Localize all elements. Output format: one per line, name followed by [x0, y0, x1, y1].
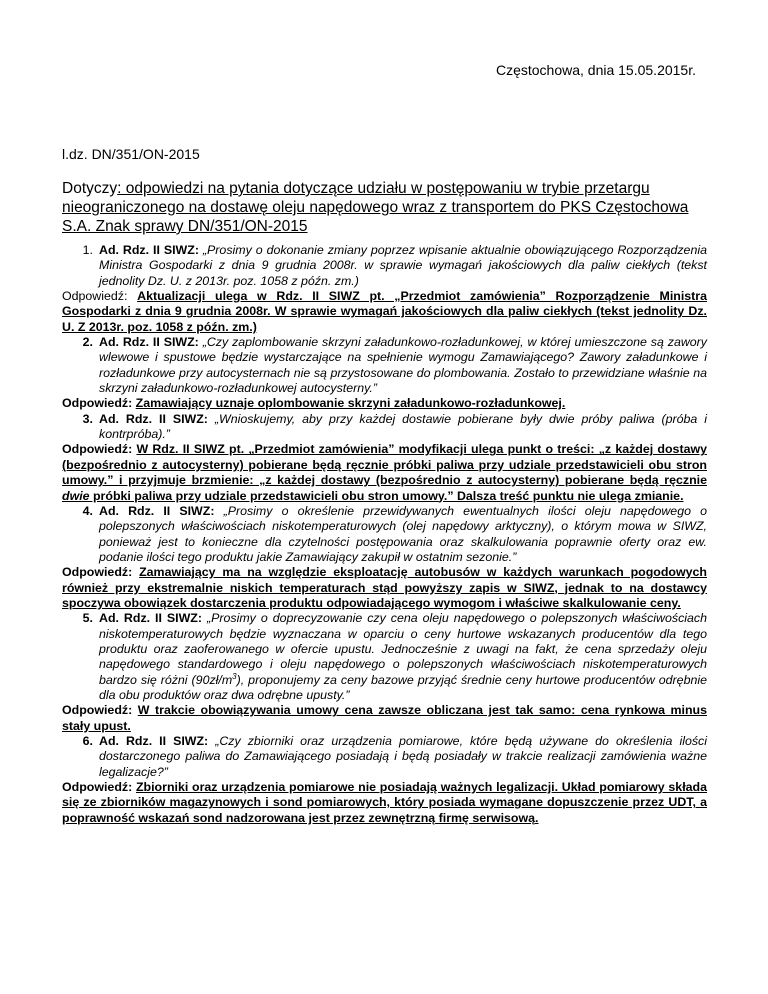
question-number: 5.: [82, 611, 93, 626]
question-ref: Ad. Rdz. II SIWZ:: [99, 243, 199, 257]
answer-label: Odpowiedź:: [62, 289, 128, 304]
question-number: 2.: [82, 335, 93, 350]
question-ref: Ad. Rdz. II SIWZ:: [99, 335, 199, 350]
subject-text: : odpowiedzi na pytania dotyczące udziału w postępowaniu w trybie przetargu nieograniczonego na dostawę oleju napędowego wraz z transportem do PKS Częstochowa S.A. Znak sprawy DN/351/ON-2015: [62, 180, 689, 235]
question-item: [62, 734, 707, 780]
answer-label: Odpowiedź:: [62, 703, 133, 718]
answer: [62, 565, 707, 611]
question-ref: Ad. Rdz. II SIWZ:: [99, 503, 215, 518]
question-ref: Ad. Rdz. II SIWZ:: [99, 611, 203, 626]
question-ref: Ad. Rdz. II SIWZ:: [99, 734, 209, 748]
question-item: [62, 243, 707, 289]
question-item: [62, 504, 707, 565]
answer: [62, 396, 707, 411]
question-text: „Czy zaplombowanie skrzyni załadunkowo-rozładunkowej, w której umieszczone są zawory wlewowe i spustowe będzie wystarczające na spełnienie wymogu Zamawiającego? Zawory załadunkowe i rozładunkowe przy autocysternach nie są przystosowane do plombowania. Zostało to przewidziane właśnie na skrzyni załadunkowo-rozładunkowej autocysterny.”: [99, 335, 707, 396]
answer-text: Aktualizacji ulega w Rdz. II SIWZ pt. „Przedmiot zamówienia” Rozporządzenie Ministra Gospodarki z dnia 9 grudnia 2008r. W sprawie wymagań jakościowych dla paliw ciekłych (tekst jednolity Dz. U. Z 2013r. poz. 1058 z późn. zm.): [62, 289, 707, 334]
question-text: „Prosimy o doprecyzowanie czy cena oleju napędowego o polepszonych właściwościach niskotemperaturowych będzie wyznaczana w oparciu o ceny hurtowe wskazanych producentów dla tego produktu oraz zaoferowanego w ofercie upustu. Jednocześnie z uwagi na fakt, że cena sprzedaży oleju napędowego standardowego i oleju napędowego o polepszonych właściwościach niskotemperaturowych bardzo się różni $(90zł/m^3)$, proponujemy za ceny bazowe przyjąć średnie ceny hurtowe producentów odrębnie dla obu produktów oraz dwa odrębne upusty.”: [99, 611, 707, 702]
question-item: [62, 611, 707, 703]
subject-label: Dotyczy: [62, 180, 118, 197]
question-text: „Prosimy o dokonanie zmiany poprzez wpisanie aktualnie obowiązującego Rozporządzenia Ministra Gospodarki z dnia 9 grudnia 2008r. w sprawie wymagań jakościowych dla paliw ciekłych (tekst jednolity Dz. U. z 2013r. poz. 1058 z późn. zm.): [99, 243, 707, 288]
answer-emphasis: dwie: [62, 488, 90, 503]
answer-label: Odpowiedź:: [62, 565, 133, 580]
question-item: [62, 412, 707, 443]
question-text: „Wnioskujemy, aby przy każdej dostawie pobierane były dwie próby paliwa (próba i kontrpróba).”: [99, 411, 707, 442]
subject-line: [62, 179, 702, 236]
answer: [62, 289, 707, 335]
answer-text: Zbiorniki oraz urządzenia pomiarowe nie posiadają ważnych legalizacji. Układ pomiarowy składa się ze zbiorników magazynowych i sond pomiarowych, który posiada wymagane dopuszczenie przez UDT, a poprawność wskazań sond nadzorowana jest przez zewnętrzną firmę serwisową.: [62, 780, 707, 825]
answer: [62, 442, 707, 503]
answer: [62, 703, 707, 734]
answer-text: Zamawiający uznaje oplombowanie skrzyni załadunkowo-rozładunkowej.: [135, 396, 566, 411]
question-number: 6.: [82, 734, 93, 748]
question-text: „Prosimy o określenie przewidywanych ewentualnych ilości oleju napędowego o polepszonych właściwościach niskotemperaturowych (olej napędowy arktyczny), o którym mowa w SIWZ, ponieważ jest to konieczne dla czytelności postępowania oraz skalkulowania poprawnie oferty oraz ew. podanie ilości tego produktu jakie Zamawiający zakupił w ostatnim sezonie.”: [99, 503, 707, 564]
question-text: „Czy zbiorniki oraz urządzenia pomiarowe, które będą używane do określenia ilości dostarczonego paliwa do Zamawiającego posiadają i będą posiadały w trakcie realizacji zamówienia ważne legalizacje?”: [99, 734, 707, 779]
answer: [62, 780, 707, 826]
question-item: [62, 335, 707, 396]
answer-text: Zamawiający ma na względzie eksploatację autobusów w każdych warunkach pogodowych również przy ekstremalnie niskich temperaturach stąd powyższy zapis w SIWZ, jednak to na dostawcy spoczywa obowiązek dostarczenia produktu odpowiadającego wymogom i właściwe skalkulowanie ceny.: [62, 565, 707, 610]
question-ref: Ad. Rdz. II SIWZ:: [99, 411, 208, 426]
answer-label: Odpowiedź:: [62, 780, 133, 795]
place-date: Częstochowa, dnia 15.05.2015r.: [495, 62, 696, 78]
answer-label: Odpowiedź:: [62, 396, 133, 411]
answer-text: W Rdz. II SIWZ pt. „Przedmiot zamówienia” modyfikacji ulega punkt o treści: „z każdej dostawy (bezpośrednio z autocysterny) pobierane będą ręcznie próbki paliwa przy udziale przedstawicieli obu stron umowy.” i przyjmuje brzmienie: „z każdej dostawy (bezpośrednio z autocysterny) pobierane będą ręcznie dwie próbki paliwa przy udziale przedstawicieli obu stron umowy.” Dalsza treść punktu nie ulega zmianie.: [62, 442, 707, 503]
question-number: 4.: [82, 503, 93, 518]
question-number: 1.: [82, 243, 93, 257]
answer-text: W trakcie obowiązywania umowy cena zawsze obliczana jest tak samo: cena rynkowa minus stały upust.: [62, 703, 707, 733]
question-number: 3.: [82, 411, 93, 426]
superscript: 3: [232, 671, 237, 681]
reference-number: l.dz. DN/351/ON-2015: [62, 146, 200, 162]
answer-label: Odpowiedź:: [62, 442, 133, 457]
qa-list: [62, 243, 707, 826]
